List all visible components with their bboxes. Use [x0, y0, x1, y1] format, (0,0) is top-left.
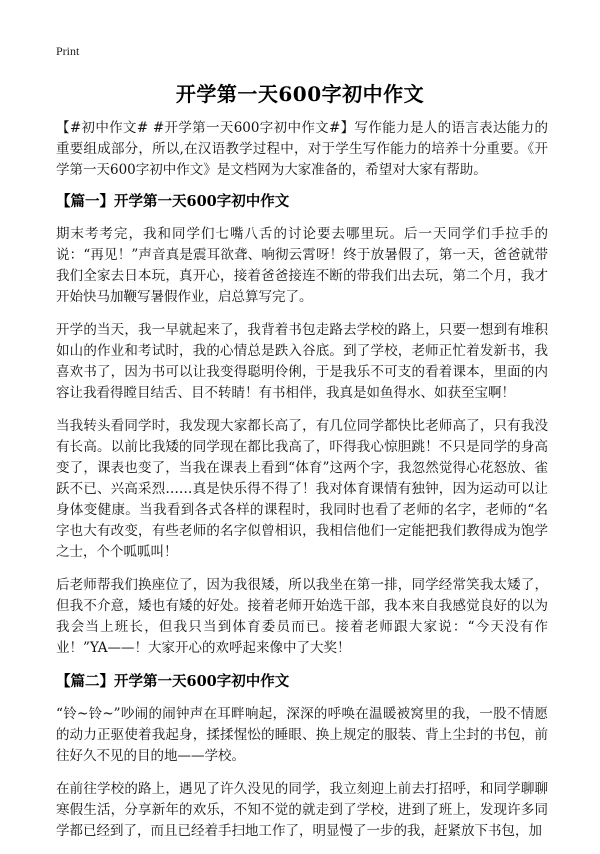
intro-paragraph: 【#初中作文# #开学第一天600字初中作文#】写作能力是人的语言表达能力的重要组成部分，所以,在汉语教学过程中，对于学生写作能力的培养十分重要。《开学第一天600字初中作文》是文档网为大家准备的，希望对大家有帮助。	[56, 120, 548, 178]
section-heading-2: 【篇二】开学第一天600字初中作文	[56, 673, 290, 690]
section-2-paragraph: “铃~铃~”吵闹的闹钟声在耳畔响起，深深的呼唤在温暖被窝里的我，一股不情愿的动力正驱使着我起身，揉揉惺忪的睡眼、换上规定的服装、背上尘封的书包，前往好久不见的目的地——学校。	[56, 706, 548, 764]
section-1-paragraph: 期末考考完，我和同学们七嘴八舌的讨论要去哪里玩。后一天同学们手拉手的说：“再见！”声音真是震耳欲聋、响彻云霄呀！终于放暑假了，第一天，爸爸就带我们全家去日本玩，真开心，接着爸爸接连不断的带我们出去玩，第二个月，我才开始快马加鞭写暑假作业，启总算写完了。	[56, 226, 548, 305]
article-body	[56, 118, 548, 854]
section-1-paragraph: 当我转头看同学时，我发现大家都长高了，有几位同学都快比老师高了，只有我没有长高。以前比我矮的同学现在都比我高了，吓得我心惊胆跳！不只是同学的身高变了，课表也变了，当我在课表上看到“体育”这两个字，我忽然觉得心花怒放、雀跃不已、兴高采烈……真是快乐得不得了！我对体育课情有独钟，因为运动可以让身体变健康。当我看到各式各样的课程时，我同时也看了老师的名字，老师的“名字也大有改变，有些老师的名字似曾相识，我相信他们一定能把我们教得成为饱学之士，个个呱呱叫！	[56, 418, 548, 560]
page-title: 开学第一天600字初中作文	[175, 82, 425, 106]
section-heading-1: 【篇一】开学第一天600字初中作文	[56, 193, 290, 210]
section-1-paragraph: 后老师帮我们换座位了，因为我很矮，所以我坐在第一排，同学经常笑我太矮了，但我不介意，矮也有矮的好处。接着老师开始选干部，我本来自我感觉良好的以为我会当上班长，但我只当到体育委员而已。接着老师跟大家说：“今天没有作业！”YA——！大家开心的欢呼起来像中了大奖！	[56, 577, 548, 656]
section-2-paragraph: 在前往学校的路上，遇见了许久没见的同学，我立刻迎上前去打招呼，和同学聊聊寒假生活，分享新年的欢乐，不知不觉的就走到了学校，进到了班上，发现许多同学都已经到了，而且已经着手扫地工作了，明显慢了一步的我，赶紧放下书包，加	[56, 781, 548, 839]
section-1-paragraph: 开学的当天，我一早就起来了，我背着书包走路去学校的路上，只要一想到有堆积如山的作业和考试时，我的心情总是跌入谷底。到了学校，老师正忙着发新书，我喜欢书了，因为书可以让我变得聪明伶俐，于是我乐不可支的看着课本，里面的内容让我看得瞠目结舌、目不转睛！有书相伴，我真是如鱼得水、如获至宝啊！	[56, 322, 548, 401]
print-link[interactable]: Print	[56, 44, 80, 58]
